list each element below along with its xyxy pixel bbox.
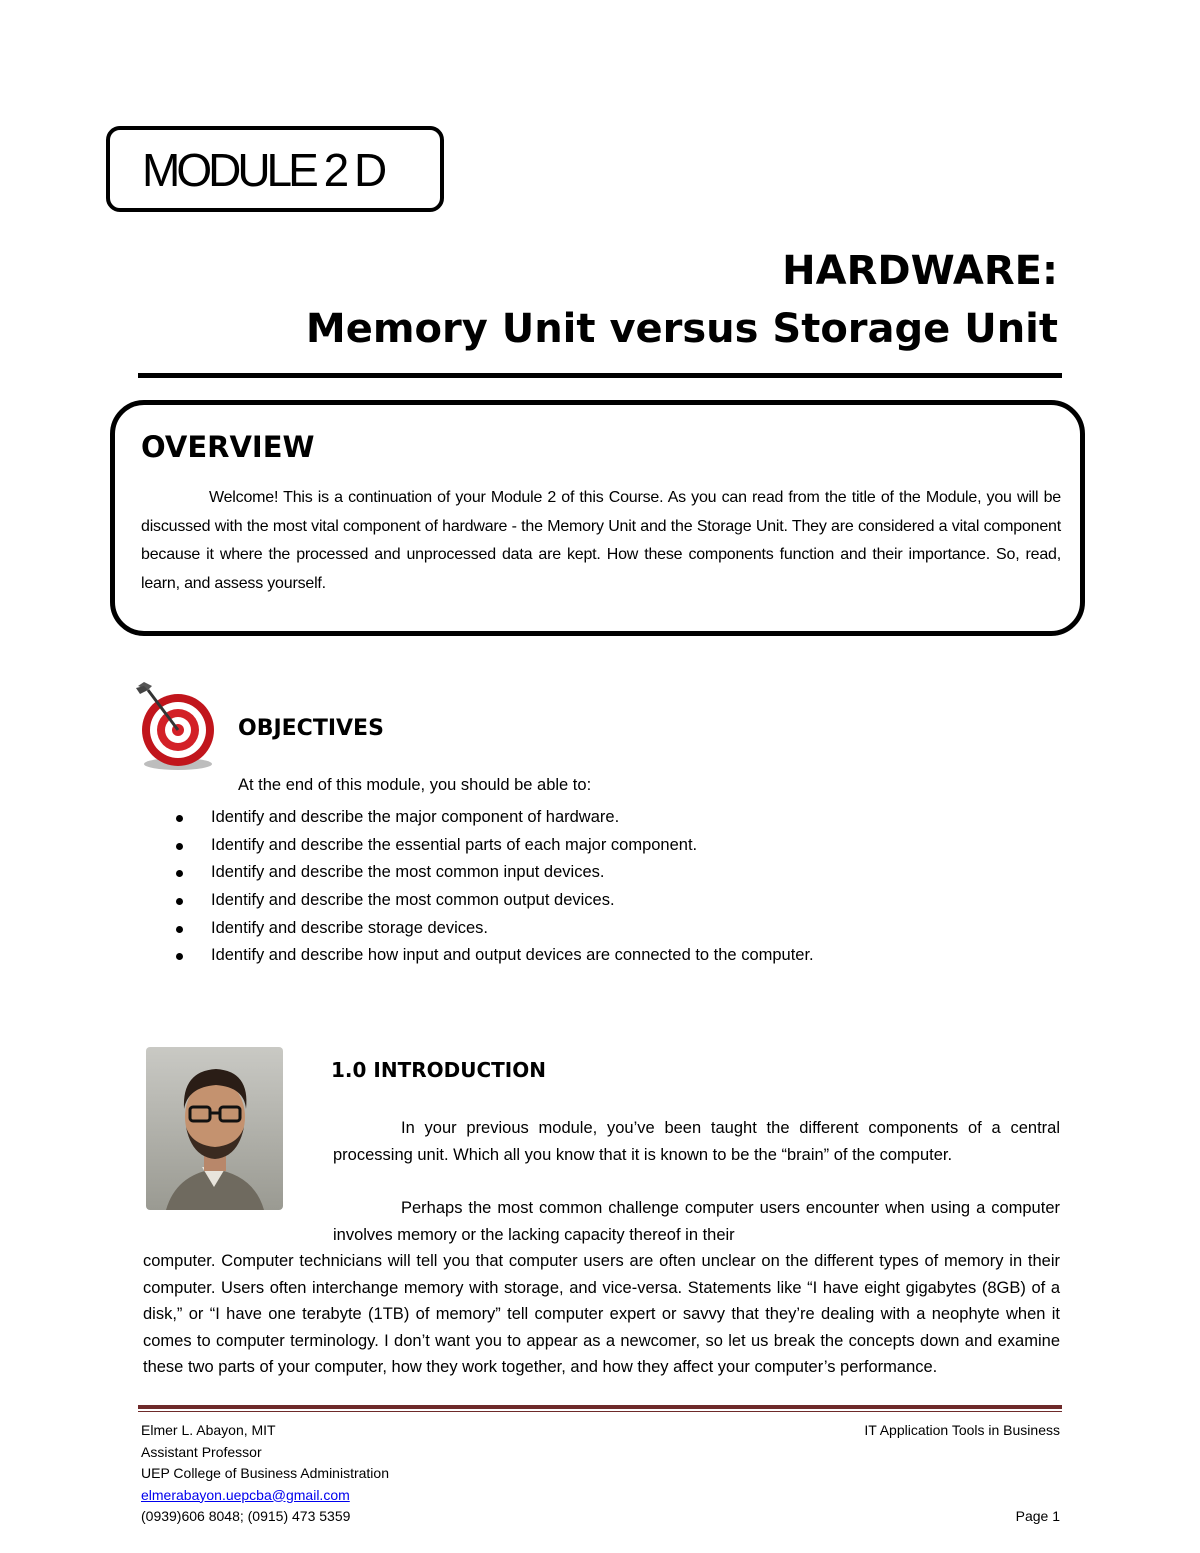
footer-author-block xyxy=(141,1420,389,1528)
list-item: Identify and describe how input and output devices are connected to the computer. xyxy=(170,942,814,970)
author-position: Assistant Professor xyxy=(141,1443,262,1460)
title-divider xyxy=(138,373,1062,378)
list-item: Identify and describe the most common output devices. xyxy=(170,887,814,915)
objectives-intro: At the end of this module, you should be able to: xyxy=(238,776,592,794)
author-portrait xyxy=(146,1047,283,1210)
footer-divider-thin xyxy=(138,1411,1062,1412)
introduction-text-1: In your previous module, you’ve been taught the different components of a central processing unit. Which all you know that it is known to be the “brain” of the computer. xyxy=(333,1119,1060,1164)
list-item: Identify and describe the essential parts of each major component. xyxy=(170,832,814,860)
page-title-line-2: Memory Unit versus Storage Unit xyxy=(305,306,1058,352)
overview-text: Welcome! This is a continuation of your Module 2 of this Course. As you can read from the title of the Module, you will be discussed with the most vital component of hardware - the Memory Unit and the Storage Unit. They are considered a vital component because it where the processed and unprocessed data are kept. How these components function and their importance. So, read, learn, and assess yourself. xyxy=(141,489,1061,592)
module-label: MODULE 2 D xyxy=(142,144,384,196)
objectives-list xyxy=(170,804,814,970)
list-item: Identify and describe the most common input devices. xyxy=(170,859,814,887)
overview-body xyxy=(141,484,1061,598)
author-institution: UEP College of Business Administration xyxy=(141,1465,389,1481)
list-item: Identify and describe the major component of hardware. xyxy=(170,804,814,832)
author-name: Elmer L. Abayon, MIT xyxy=(141,1422,276,1438)
footer-divider xyxy=(138,1405,1062,1409)
introduction-paragraph-3: computer. Computer technicians will tell you that computer users are often unclear on the different types of memory in their computer. Users often interchange memory with storage, and vice-versa. Statements like “I have eight gigabytes (8GB) of a disk,” or “I have one terabyte (1TB) of memory” tell computer expert or savvy that they’re dealing with a neophyte when it comes to computer terminology. I don’t want you to appear as a newcomer, so let us break the concepts down and examine these two parts of your computer, how they work together, and how they affect your computer’s performance. xyxy=(143,1252,1060,1376)
target-icon xyxy=(130,678,226,774)
objectives-heading: OBJECTIVES xyxy=(238,716,384,741)
author-email-link[interactable]: elmerabayon.uepcba@gmail.com xyxy=(141,1486,350,1503)
overview-heading: OVERVIEW xyxy=(141,430,315,464)
page-title-line-1: HARDWARE: xyxy=(782,248,1058,294)
author-phones: (0939)606 8048; (0915) 473 5359 xyxy=(141,1508,351,1524)
list-item: Identify and describe storage devices. xyxy=(170,915,814,943)
introduction-paragraph-1 xyxy=(333,1115,1060,1168)
page-number: Page 1 xyxy=(1015,1508,1060,1524)
footer-course: IT Application Tools in Business xyxy=(864,1422,1060,1438)
introduction-heading: 1.0 INTRODUCTION xyxy=(331,1058,546,1082)
introduction-paragraph-2: Perhaps the most common challenge computer users encounter when using a computer involves memory or the lacking capacity thereof in their xyxy=(333,1199,1060,1244)
